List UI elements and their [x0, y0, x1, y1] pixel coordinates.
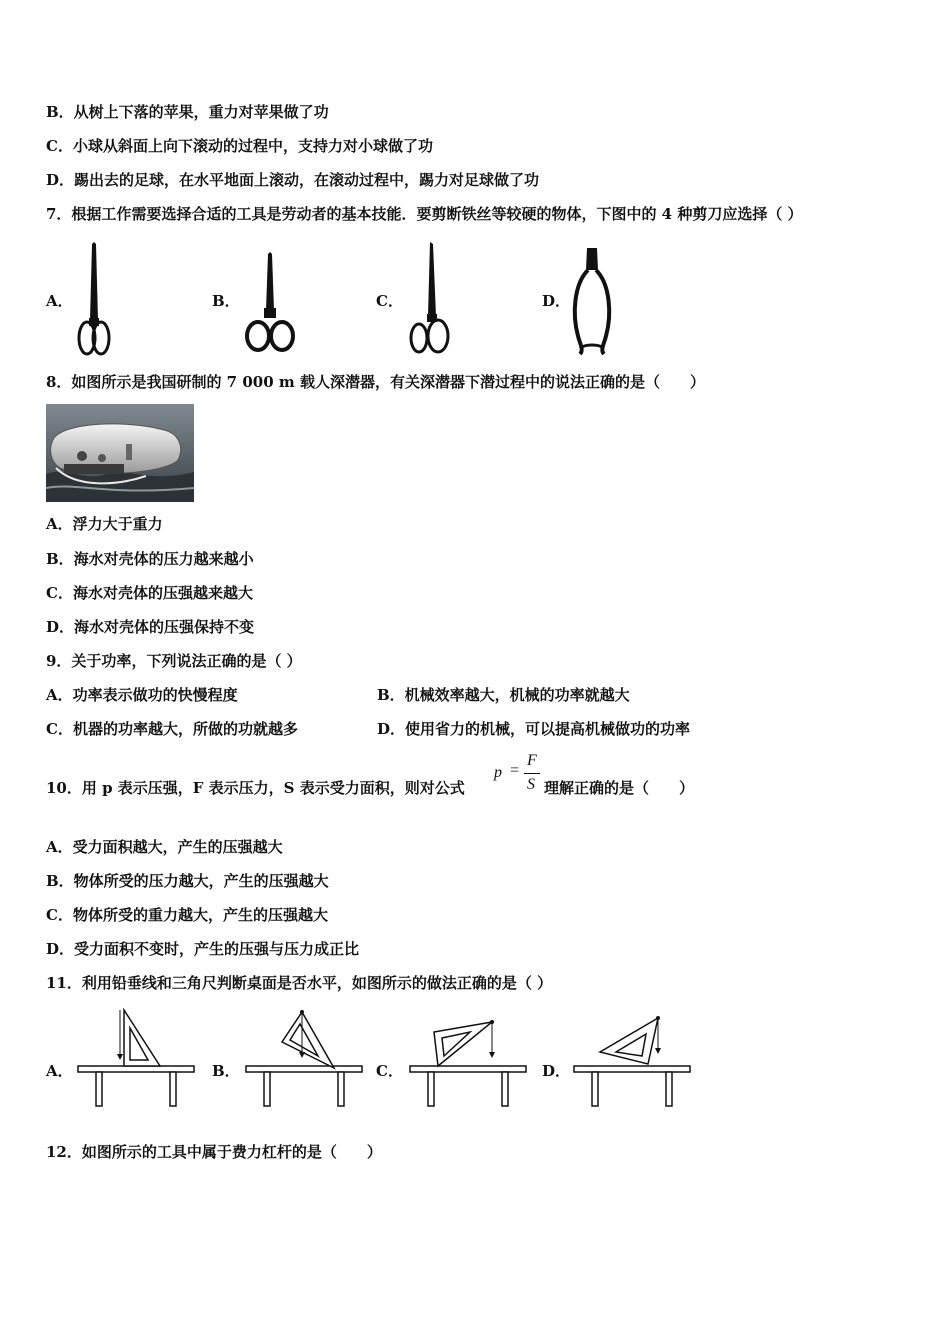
q11-label-a: A．: [46, 1062, 73, 1080]
plumb-table-a-diagram: [76, 1008, 196, 1108]
q9-stem: 9．关于功率，下列说法正确的是（ ）: [46, 652, 302, 670]
sewing-scissors-icon: [406, 240, 452, 358]
q9-option-d: D．使用省力的机械，可以提高机械做功的功率: [377, 720, 691, 738]
plumb-table-d-diagram: [572, 1008, 692, 1108]
q12-stem: 12．如图所示的工具中属于费力杠杆的是（ ）: [46, 1143, 382, 1161]
q10-stem-part2: 理解正确的是（ ）: [544, 779, 695, 797]
plumb-table-c-diagram: [408, 1008, 528, 1108]
formula-numerator: F: [527, 752, 537, 769]
formula-p: p: [494, 764, 502, 781]
q6-option-b: B．从树上下落的苹果，重力对苹果做了功: [46, 103, 329, 121]
q10-option-d: D．受力面积不变时，产生的压强与压力成正比: [46, 940, 360, 958]
fraction-bar: [524, 773, 540, 774]
q11-label-c: C．: [376, 1062, 403, 1080]
q11-stem: 11．利用铅垂线和三角尺判断桌面是否水平，如图所示的做法正确的是（ ）: [46, 974, 553, 992]
formula-denominator: S: [527, 776, 535, 793]
q11-label-b: B．: [212, 1062, 240, 1080]
q9-option-a: A．功率表示做功的快慢程度: [46, 686, 238, 704]
long-scissors-icon: [74, 240, 114, 358]
q7-label-b: B．: [212, 292, 240, 310]
q10-stem-part1: 10．用 p 表示压强，F 表示压力，S 表示受力面积，则对公式: [46, 779, 465, 797]
plumb-table-b-diagram: [244, 1008, 364, 1108]
q8-option-c: C．海水对壳体的压强越来越大: [46, 584, 253, 602]
q11-label-d: D．: [542, 1062, 571, 1080]
q10-option-b: B．物体所受的压力越大，产生的压强越大: [46, 872, 329, 890]
q8-option-d: D．海水对壳体的压强保持不变: [46, 618, 255, 636]
q9-option-c: C．机器的功率越大，所做的功就越多: [46, 720, 298, 738]
q10-option-a: A．受力面积越大，产生的压强越大: [46, 838, 283, 856]
q8-stem: 8．如图所示是我国研制的 7 000 m 载人深潜器，有关深潜器下潜过程中的说法正确的是（ ）: [46, 373, 705, 391]
q7-label-a: A．: [46, 292, 73, 310]
q7-label-c: C．: [376, 292, 403, 310]
wire-cutter-icon: [568, 244, 616, 358]
q8-option-a: A．浮力大于重力: [46, 515, 163, 533]
submersible-photo: [46, 404, 194, 502]
q10-option-c: C．物体所受的重力越大，产生的压强越大: [46, 906, 328, 924]
q6-option-d: D．踢出去的足球，在水平地面上滚动，在滚动过程中，踢力对足球做了功: [46, 171, 540, 189]
q8-option-b: B．海水对壳体的压力越来越小: [46, 550, 254, 568]
q7-label-d: D．: [542, 292, 571, 310]
q6-option-c: C．小球从斜面上向下滚动的过程中，支持力对小球做了功: [46, 137, 433, 155]
q9-option-b: B．机械效率越大，机械的功率就越大: [377, 686, 630, 704]
formula-equals: =: [510, 762, 520, 779]
q7-stem: 7．根据工作需要选择合适的工具是劳动者的基本技能．要剪断铁丝等较硬的物体，下图中的 4 种剪刀应选择（ ）: [46, 205, 803, 223]
short-scissors-icon: [244, 250, 296, 358]
